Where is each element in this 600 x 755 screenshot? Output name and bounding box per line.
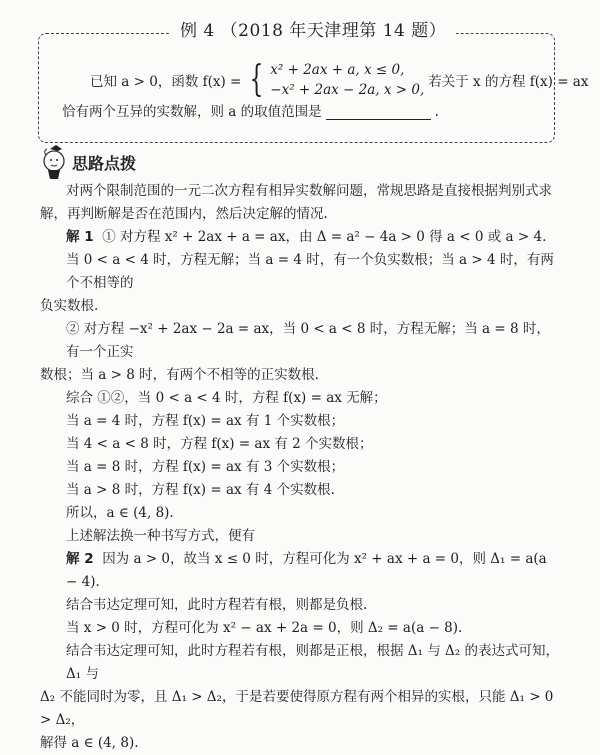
line-text: 数根；当 a > 8 时，有两个不相等的正实数根. (40, 367, 319, 383)
line-text: 当 a = 4 时，方程 f(x) = ax 有 1 个实数根； (66, 413, 345, 429)
body-line (40, 686, 560, 732)
line-text: 解，再判断解是否在范围内，然后决定解的情况. (40, 206, 328, 222)
line-text: Δ₂ 不能同时为零，且 Δ₁ > Δ₂，于是若要使得原方程有两个相异的实根，只能 Δ₁ > 0 > Δ₂， (40, 689, 554, 728)
section-header (40, 143, 136, 181)
line-text: ② 对方程 −x² + 2ax − 2a = ax，当 0 < a < 8 时，方程无解；当 a = 8 时，有一个正实 (66, 321, 550, 360)
body-line (40, 732, 560, 755)
cases (270, 60, 424, 100)
question-text: 恰有两个互异的实数解，则 a 的取值范围是 (62, 104, 322, 120)
thinker-icon (40, 143, 70, 181)
line-text: 当 a = 8 时，方程 f(x) = ax 有 3 个实数根； (66, 459, 345, 475)
line-text: 当 a > 8 时，方程 f(x) = ax 有 4 个实数根. (66, 482, 335, 498)
line-text: 上述解法换一种书写方式，便有 (66, 528, 255, 544)
body-line (40, 364, 560, 387)
body-line (40, 617, 560, 640)
body-line (40, 203, 560, 226)
line-text: 结合韦达定理可知，此时方程若有根，则都是正根，根据 Δ₁ 与 Δ₂ 的表达式可知，Δ₁ 与 (66, 643, 559, 682)
solution-heading-line (40, 226, 560, 249)
problem-condition: 若关于 x 的方程 f(x) = ax (428, 74, 589, 90)
problem-intro: 已知 a > 0，函数 f(x) = (90, 74, 242, 90)
answer-blank (326, 105, 431, 120)
body-line (40, 318, 560, 364)
problem-title: 例 4 （2018 年天津理第 14 题） (170, 16, 456, 41)
body-line (40, 640, 560, 686)
body-line (40, 479, 560, 502)
line-text: 对两个限制范围的一元二次方程有相异实数解问题，常规思路是直接根据判别式求 (66, 183, 552, 199)
solution-label: 解 1 (66, 229, 94, 245)
question-end: . (434, 104, 439, 120)
brace: { (249, 59, 264, 100)
line-text: 所以，a ∈ (4, 8). (66, 505, 174, 521)
body-line (40, 456, 560, 479)
body-line (40, 433, 560, 456)
line-text: 当 4 < a < 8 时，方程 f(x) = ax 有 2 个实数根； (66, 436, 373, 452)
body-line (40, 410, 560, 433)
line-text: 当 x > 0 时，方程可化为 x² − ax + 2a = 0，则 Δ₂ = a(a − 8). (66, 620, 463, 636)
line-text: 解得 a ∈ (4, 8). (40, 735, 139, 751)
solution-label: 解 2 (66, 551, 94, 567)
body-line (40, 502, 560, 525)
body-line (40, 594, 560, 617)
problem-question (62, 100, 439, 120)
line-text: 因为 a > 0，故当 x ≤ 0 时，方程可化为 x² + ax + a = 0，则 Δ₁ = a(a − 4). (66, 551, 547, 590)
section-title: 思路点拨 (72, 153, 137, 173)
piecewise-function (245, 60, 424, 100)
solution-body (40, 180, 560, 755)
body-line (40, 249, 560, 295)
line-text: 结合韦达定理可知，此时方程若有根，则都是负根. (66, 597, 368, 613)
line-text: 当 0 < a < 4 时，方程无解；当 a = 4 时，有一个负实数根；当 a > 4 时，有两个不相等的 (66, 252, 554, 291)
body-line (40, 180, 560, 203)
line-text: 负实数根. (40, 298, 99, 314)
case-1: x² + 2ax + a, x ≤ 0, (270, 62, 405, 78)
solution-heading-line (40, 548, 560, 594)
line-text: ① 对方程 x² + 2ax + a = ax，由 Δ = a² − 4a > 0 得 a < 0 或 a > 4. (102, 229, 547, 245)
line-text: 综合 ①②，当 0 < a < 4 时，方程 f(x) = ax 无解； (66, 390, 387, 406)
case-2: −x² + 2ax − 2a, x > 0, (270, 82, 425, 98)
body-line (40, 525, 560, 548)
body-line (40, 387, 560, 410)
problem-statement (90, 60, 588, 100)
body-line (40, 295, 560, 318)
